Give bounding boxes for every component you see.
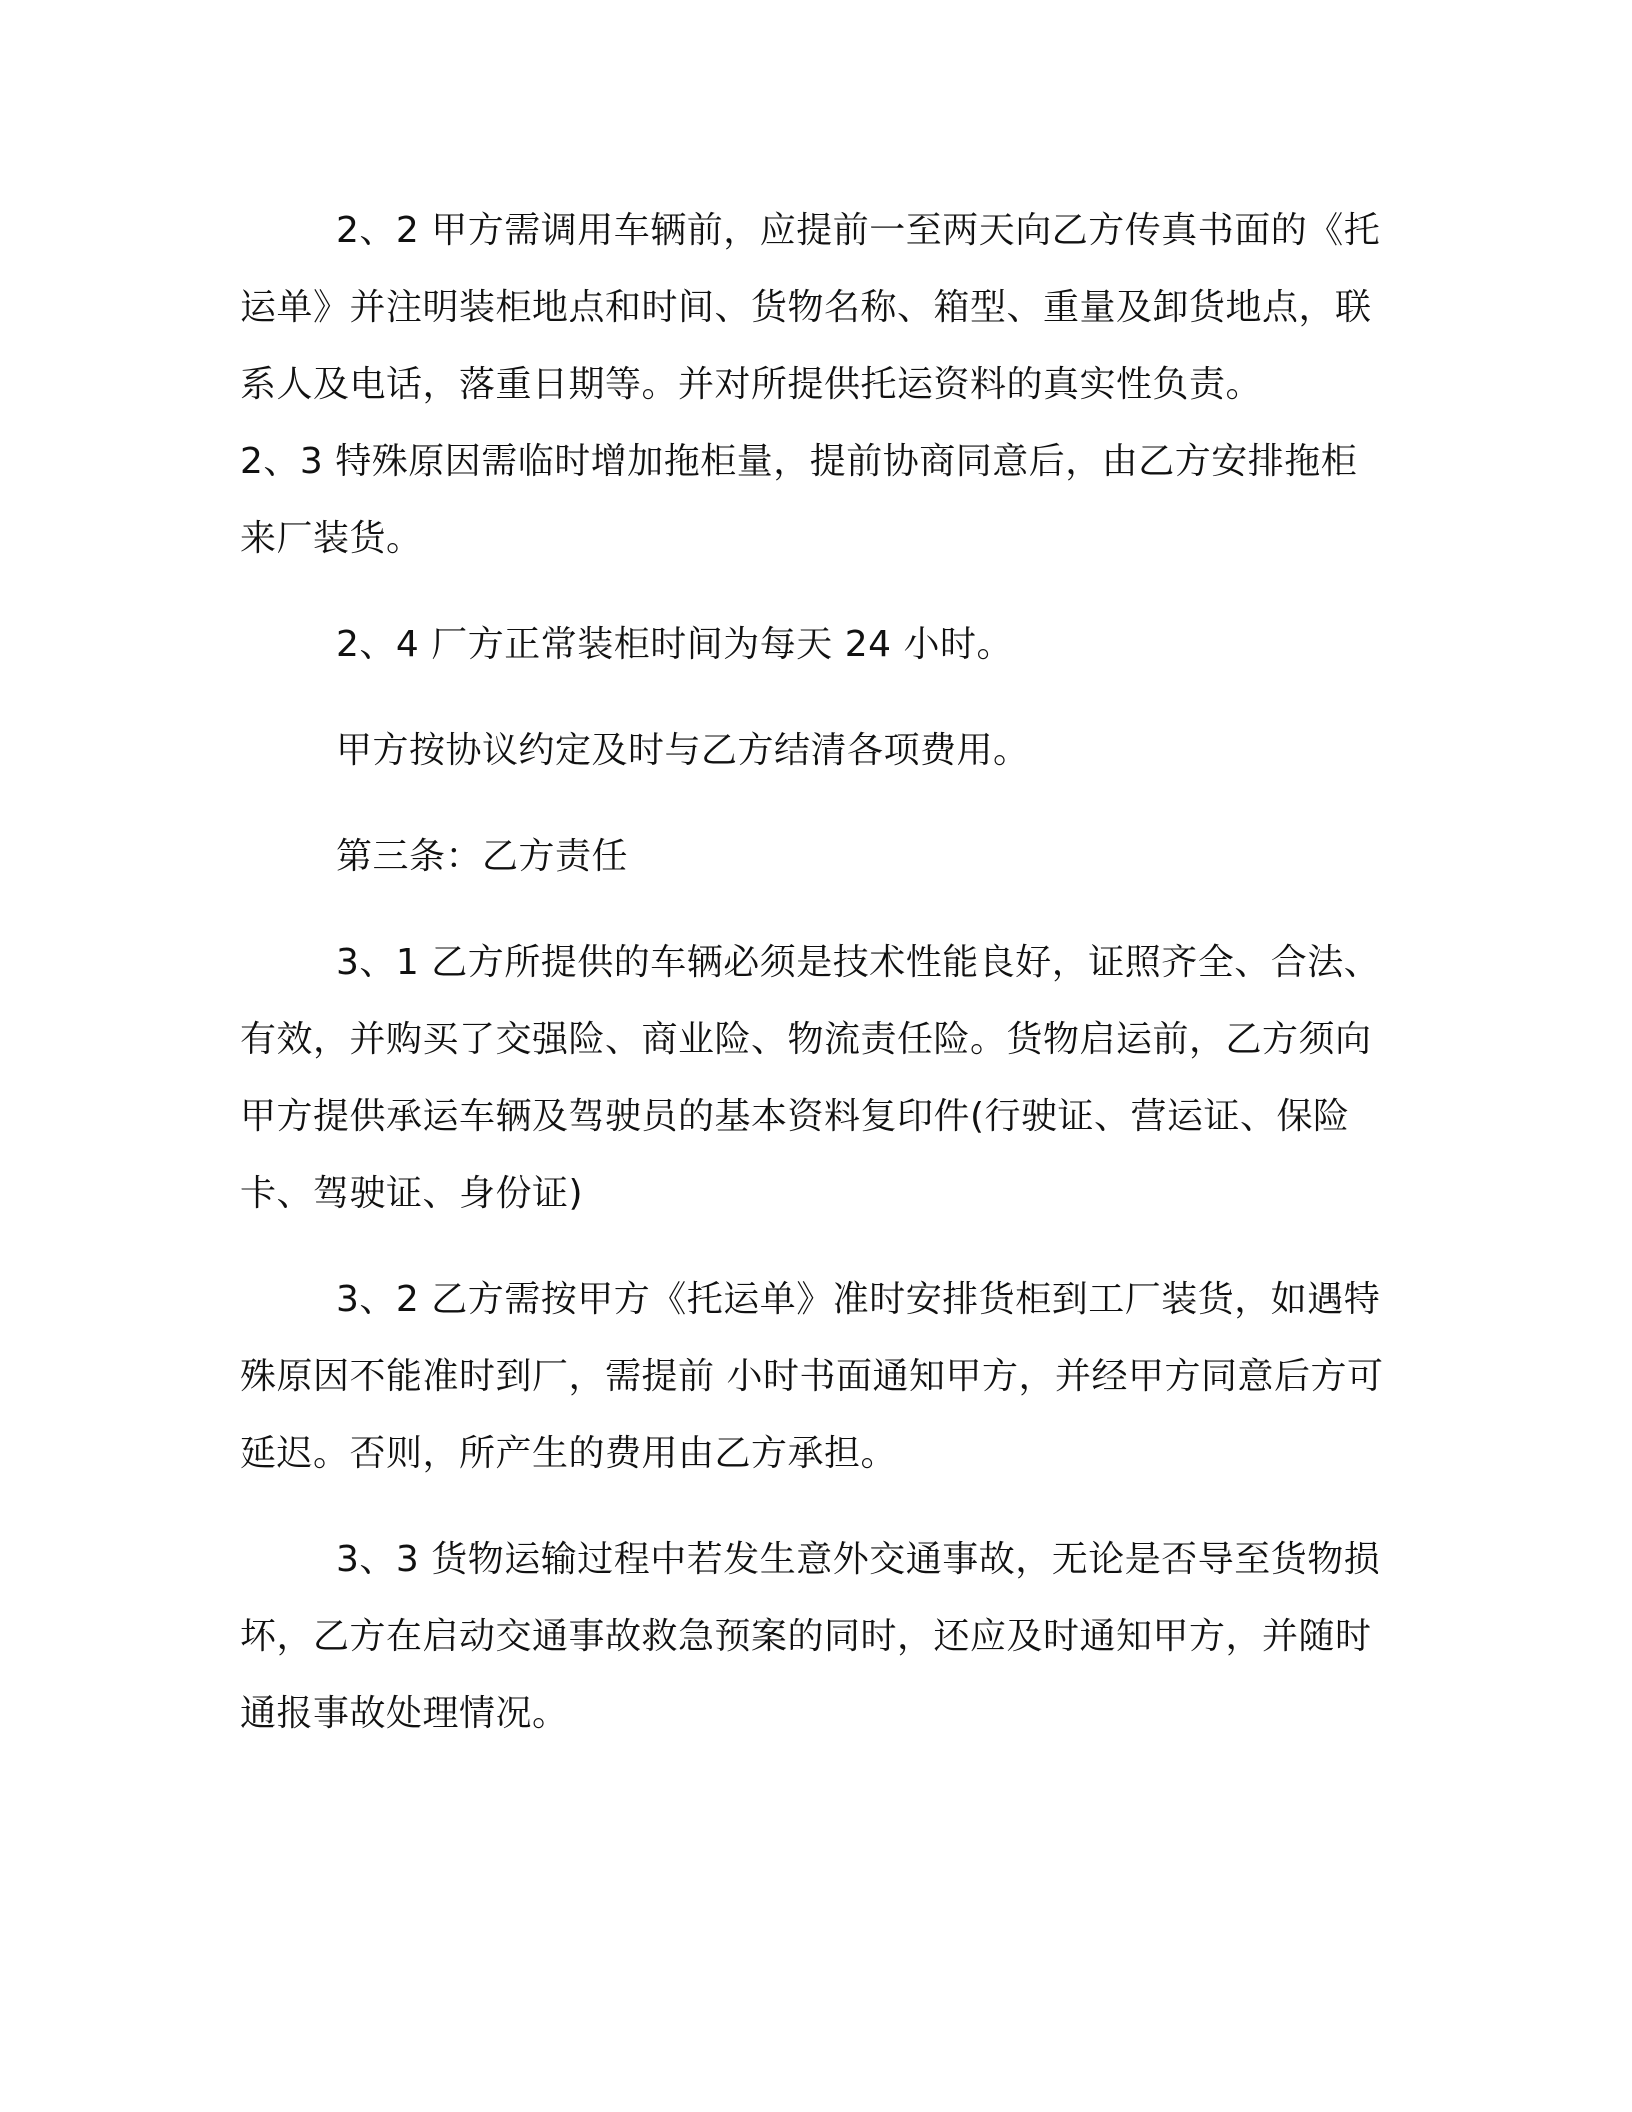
paragraph-3-2: 3、2 乙方需按甲方《托运单》准时安排货柜到工厂装货，如遇特殊原因不能准时到厂，需提前 小时书面通知甲方，并经甲方同意后方可延迟。否则，所产生的费用由乙方承担。 [240,1279,1384,1474]
section-heading-article-3: 第三条：乙方责任 [336,836,629,877]
paragraph-3-3: 3、3 货物运输过程中若发生意外交通事故，无论是否导至货物损坏，乙方在启动交通事故救急预案的同时，还应及时通知甲方，并随时通报事故处理情况。 [240,1539,1381,1734]
paragraph-2-2: 2、2 甲方需调用车辆前，应提前一至两天向乙方传真书面的《托运单》并注明装柜地点和时间、货物名称、箱型、重量及卸货地点，联系人及电话，落重日期等。并对所提供托运资料的真实性负责。 [240,210,1381,405]
paragraph-2-4: 2、4 厂方正常装柜时间为每天 24 小时。 [336,624,1013,665]
paragraph-payment: 甲方按协议约定及时与乙方结清各项费用。 [336,730,1030,771]
paragraph-3-1: 3、1 乙方所提供的车辆必须是技术性能良好，证照齐全、合法、有效，并购买了交强险、商业险、物流责任险。货物启运前，乙方须向甲方提供承运车辆及驾驶员的基本资料复印件(行驶证、营运证、保险卡、驾驶证、身份证) [240,942,1381,1214]
paragraph-2-3: 2、3 特殊原因需临时增加拖柜量，提前协商同意后，由乙方安排拖柜来厂装货。 [240,441,1358,559]
document-page [240,192,1390,1752]
